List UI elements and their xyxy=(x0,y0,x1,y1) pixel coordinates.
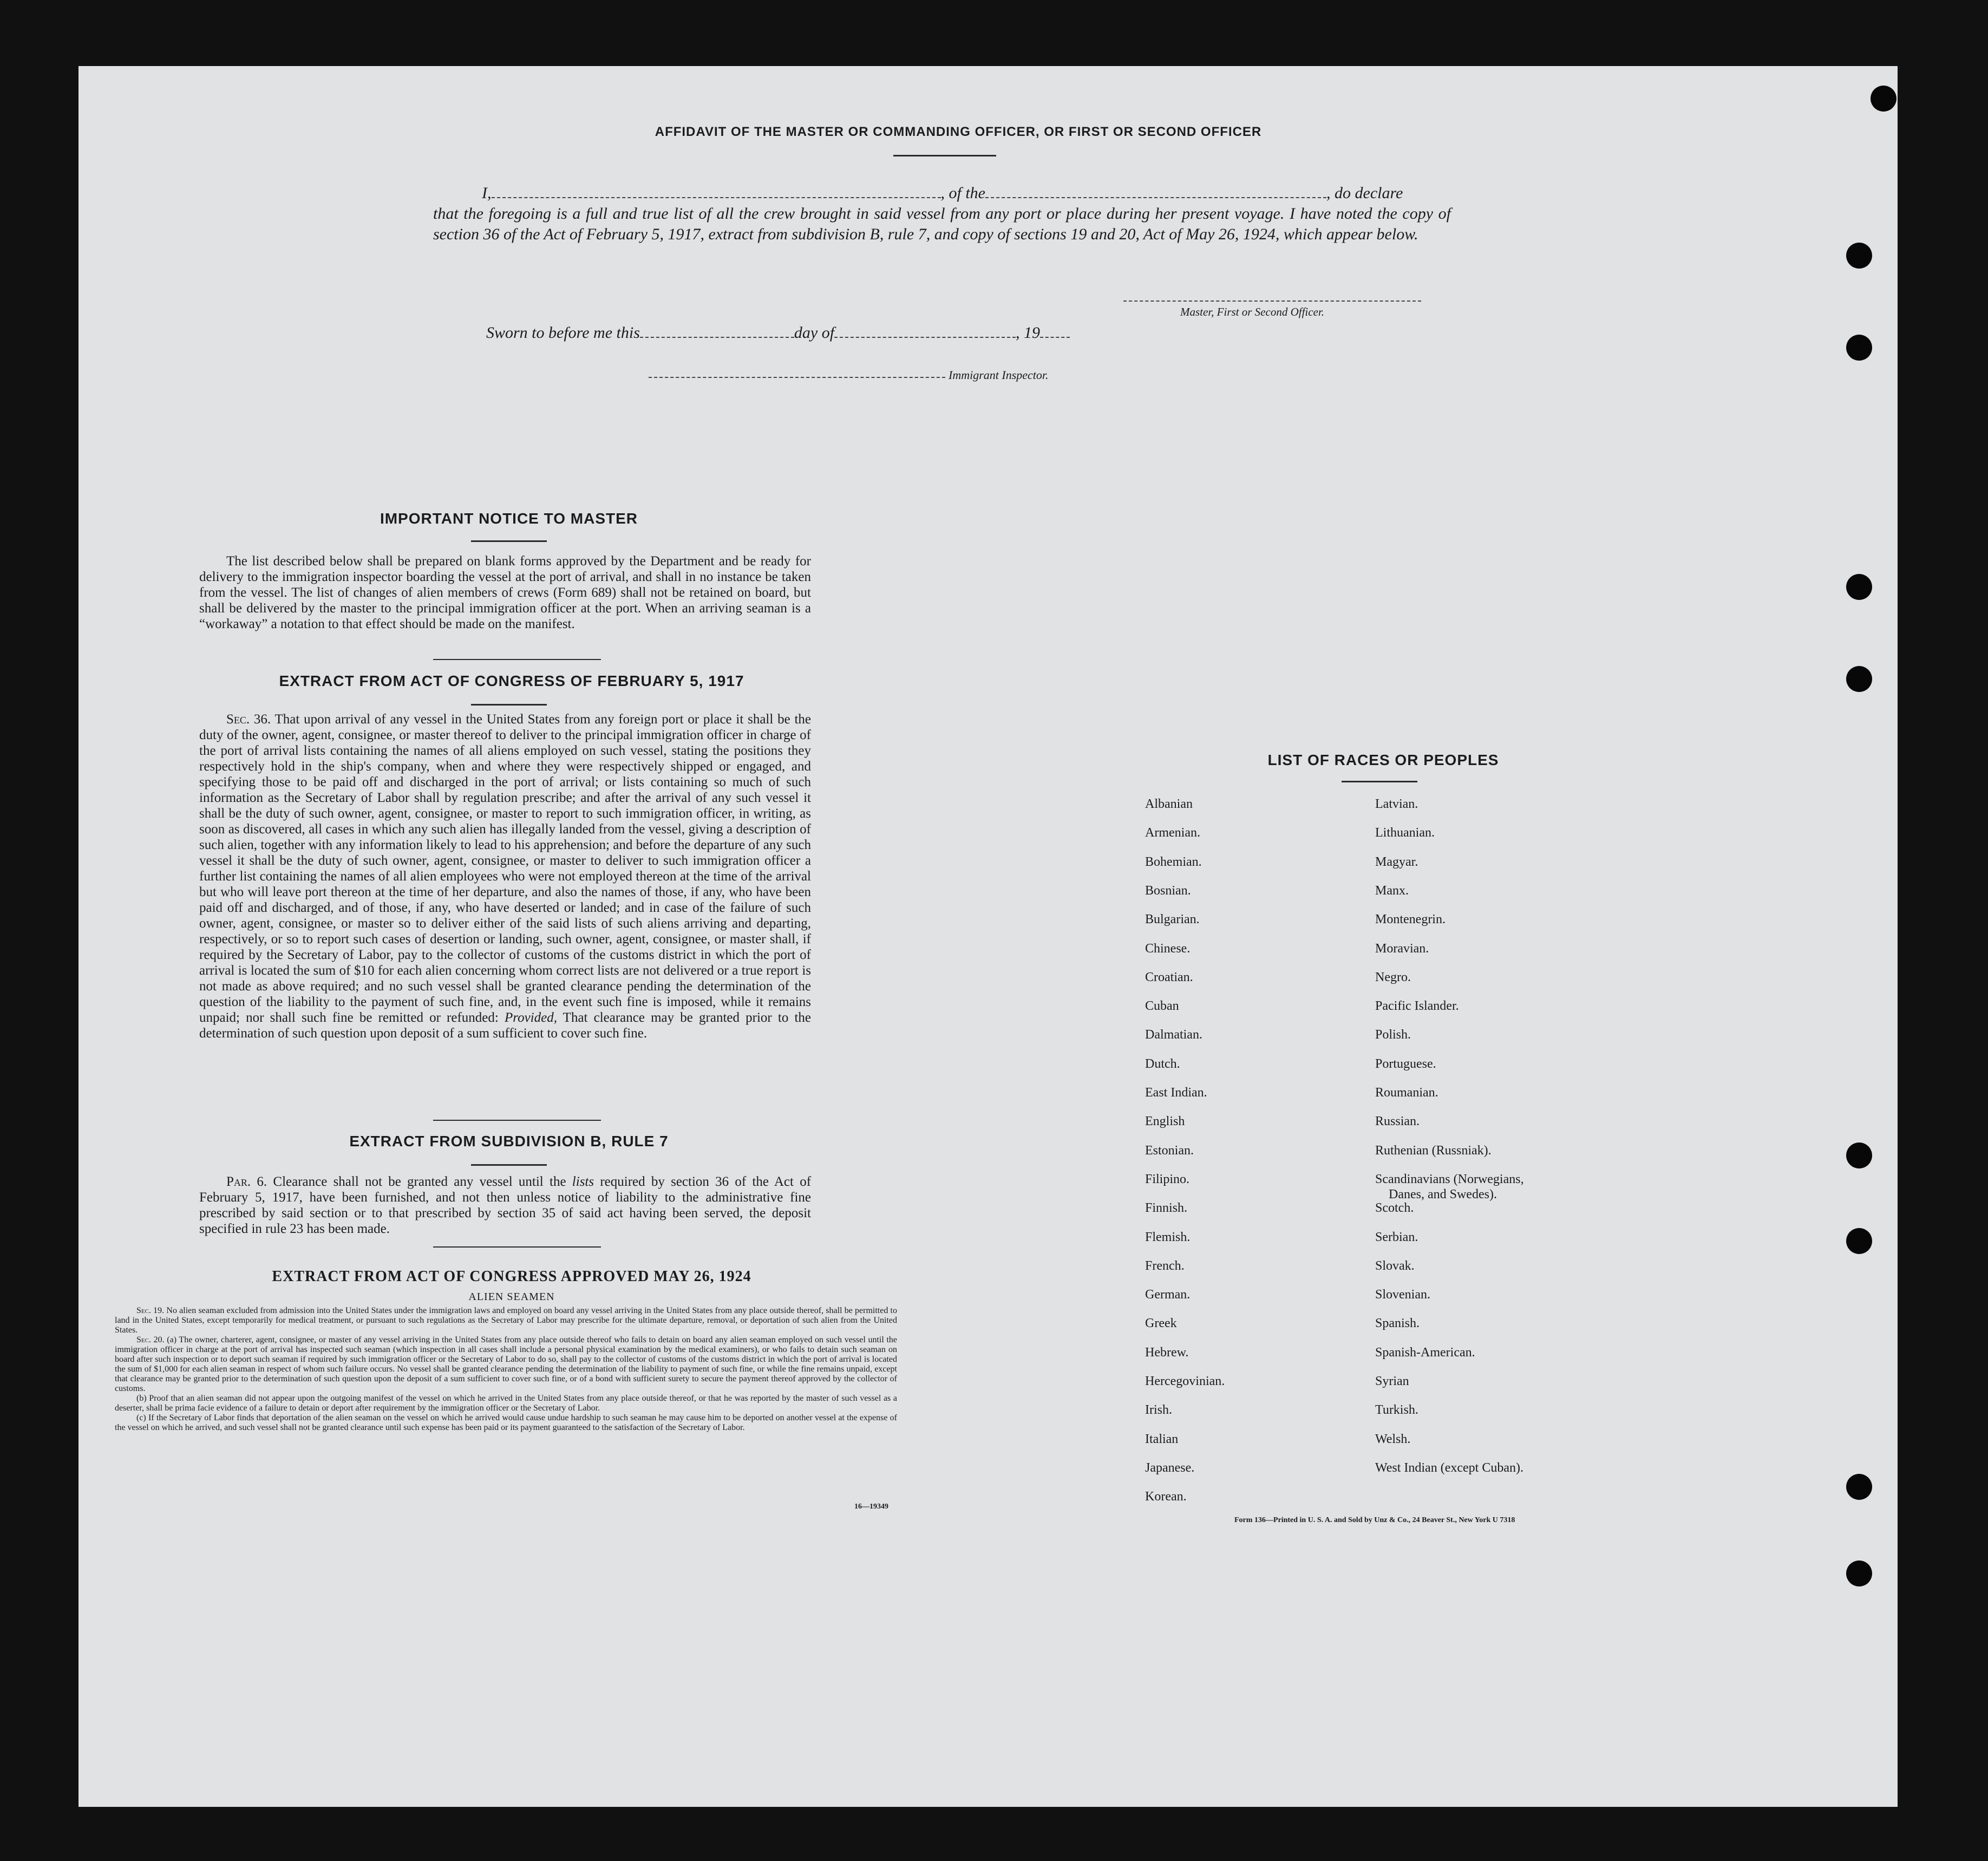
race-item: Roumanian. xyxy=(1375,1086,1438,1100)
race-item: Bosnian. xyxy=(1145,883,1191,898)
notice-text xyxy=(199,553,811,632)
sworn-day-field[interactable] xyxy=(640,325,794,338)
notice-heading: IMPORTANT NOTICE TO MASTER xyxy=(380,510,638,527)
race-item: Bohemian. xyxy=(1145,854,1202,869)
section-divider xyxy=(433,659,601,660)
race-item: French. xyxy=(1145,1258,1185,1273)
race-item: East Indian. xyxy=(1145,1086,1207,1100)
race-item: Hebrew. xyxy=(1145,1345,1189,1360)
punch-hole xyxy=(1846,1474,1872,1500)
affidavit-title: AFFIDAVIT OF THE MASTER OR COMMANDING OFFICER, OR FIRST OR SECOND OFFICER xyxy=(655,125,1262,139)
signature-line[interactable] xyxy=(1123,301,1421,302)
sec-19-text: No alien seaman excluded from admission into the United States under the immigration laws and employed on board any vessel arriving in the United States from any place outside thereof, shall be permitted to land in the United States, except temporarily for medical treatment, or pursuant to such regulations as the Secretary of Labor may prescribe for the ultimate departure, removal, or deportation of such alien from the United States. xyxy=(115,1306,898,1335)
punch-hole xyxy=(1846,666,1872,692)
race-item: Magyar. xyxy=(1375,854,1418,869)
form-code: 16—19349 xyxy=(854,1503,888,1511)
race-item: Ruthenian (Russniak). xyxy=(1375,1143,1492,1158)
punch-hole xyxy=(1871,86,1897,112)
proviso-text: That clearance may be granted prior to the determination of such question upon deposit of a sum sufficient to cover such fine. xyxy=(199,1010,811,1041)
sec-36-text: That upon arrival of any vessel in the United States from any foreign port or place it shall be the duty of the owner, agent, consignee, or master thereof to deliver to the principal immigration officer in charge of the port of arrival lists containing the names of all aliens employed on such vessel, stating the positions they respectively hold in the ship's company, when and where they were respectively shipped or engaged, and specifying those to be paid off and discharged in the port of arrival; or lists containing so much of such information as the Secretary of Labor shall by regulation prescribe; and after the arrival of any such vessel it shall be the duty of such owner, agent, consignee, or master to report to such immigration officer, in writing, as soon as discovered, all cases in which any such alien has illegally landed from the vessel, giving a description of such alien, together with any information likely to lead to his apprehension; and before the departure of any such vessel it shall be the duty of such owner, agent, consignee, or master to deliver to such immigration officer a further list containing the names of all alien employees who were not employed thereon at the time of the arrival but who will leave port thereon at the time of her departure, and also the names of those, if any, who have been paid off and discharged, and of those, if any, who have deserted or landed; and in case of the failure of such owner, agent, consignee, or master so to deliver either of the said lists of such aliens arriving and departing, respectively, or so to report such cases of desertion or landing, such owner, agent, consignee, or master shall, if required by the Secretary of Labor, pay to the collector of customs of the customs district in which the port of arrival is located the sum of $10 for each alien concerning whom correct lists are not delivered or a true report is not made as above required; and no such vessel shall be granted clearance pending the determination of the question of the liability to the payment of such fine, and, in the event such fine is imposed, while it remains unpaid; nor shall such fine be remitted or refunded: xyxy=(199,712,811,1025)
notice-underline xyxy=(471,540,547,542)
race-item: Syrian xyxy=(1375,1374,1409,1388)
race-item: Scotch. xyxy=(1375,1201,1414,1216)
race-item: Armenian. xyxy=(1145,826,1200,840)
punch-hole xyxy=(1846,335,1872,361)
rule7-text xyxy=(199,1174,811,1237)
race-item: Polish. xyxy=(1375,1028,1411,1042)
sec-19-label: Sec. 19. xyxy=(136,1306,165,1315)
sec-20c-text: (c) If the Secretary of Labor finds that deportation of the alien seaman on the vessel on which he arrived would cause undue hardship to such seaman he may cause him to be deported on another vessel at the expense of the vessel on which he arrived, and such vessel shall not be granted clearance until such expense has been paid or its payment guaranteed to the satisfaction of the Secretary of Labor. xyxy=(115,1413,897,1432)
affidavit-text xyxy=(433,183,1451,245)
extract-1917-heading: EXTRACT FROM ACT OF CONGRESS OF FEBRUARY 5, 1917 xyxy=(279,672,744,689)
race-item: Slovak. xyxy=(1375,1258,1415,1273)
race-item: West Indian (except Cuban). xyxy=(1375,1460,1523,1475)
race-item: Spanish-American. xyxy=(1375,1345,1475,1360)
race-item: Greek xyxy=(1145,1316,1177,1331)
declare-label: , do declare xyxy=(1326,184,1403,202)
punch-hole xyxy=(1846,243,1872,269)
race-item: Hercegovinian. xyxy=(1145,1374,1225,1388)
sec-20-label: Sec. 20. xyxy=(136,1335,165,1344)
form-footer: Form 136—Printed in U. S. A. and Sold by Unz & Co., 24 Beaver St., New York U 7318 xyxy=(1234,1516,1515,1524)
race-item: Estonian. xyxy=(1145,1143,1194,1158)
race-item: Negro. xyxy=(1375,970,1411,984)
race-item: Welsh. xyxy=(1375,1432,1411,1446)
rule7-underline xyxy=(471,1164,547,1166)
sec-20a-text: (a) The owner, charterer, agent, consignee, or master of any vessel arriving in the United States from any place outside thereof who fails to detain on board any alien seaman employed on such vessel until the immigration officer in charge at the port of arrival has inspected such seaman (which inspection in all cases shall include a personal physical examination by the medical examiners), or who fails to detain such seaman on board after such inspection or to deport such seaman if required by such immigration officer or the Secretary of Labor to do so, shall pay to the collector of customs of the customs district in which the port of arrival is located the sum of $1,000 for each alien seaman in respect of whom such failure occurs. No vessel shall be granted clearance pending the determination of the liability to payment of such fine, or while the fine remains unpaid, except that clearance may be granted prior to the determination of such question upon the deposit of a sum sufficient to cover such fine, or of a bond with sufficient surety to secure the payment thereof approved by the collector of customs. xyxy=(115,1335,898,1393)
extract-1924-text xyxy=(115,1306,897,1433)
race-item: Dalmatian. xyxy=(1145,1028,1202,1042)
race-item: Slovenian. xyxy=(1375,1288,1430,1302)
race-item: Portuguese. xyxy=(1375,1056,1436,1071)
punch-hole xyxy=(1846,1560,1872,1586)
extract-1917-underline xyxy=(471,704,547,706)
race-item: Scandinavians (Norwegians, xyxy=(1375,1172,1524,1186)
title-underline xyxy=(893,155,996,156)
of-the-label: , of the xyxy=(940,184,985,202)
section-divider xyxy=(433,1246,601,1248)
race-item: Dutch. xyxy=(1145,1056,1180,1071)
race-item: Bulgarian. xyxy=(1145,912,1200,927)
race-item: German. xyxy=(1145,1288,1191,1302)
race-item: Italian xyxy=(1145,1432,1179,1446)
sec-20b-text: (b) Proof that an alien seaman did not appear upon the outgoing manifest of the vessel on which he arrived in the United States from any place outside thereof, or that he was reported by the master of such vessel as a deserter, shall be prima facie evidence of a failure to detain or deport after requirement by the immigration officer or the Secretary of Labor. xyxy=(115,1394,897,1413)
section-divider xyxy=(433,1120,601,1121)
par-6-text-a: Clearance shall not be granted any vessel until the xyxy=(273,1174,566,1189)
punch-hole xyxy=(1846,1228,1872,1254)
vessel-field[interactable] xyxy=(985,185,1326,198)
affidavit-i: I, xyxy=(482,184,492,202)
sworn-month-field[interactable] xyxy=(834,325,1016,338)
signature-label: Master, First or Second Officer. xyxy=(1180,305,1324,318)
inspector-signature-line[interactable] xyxy=(649,377,945,378)
alien-seamen-subheading: ALIEN SEAMEN xyxy=(468,1291,555,1303)
races-underline xyxy=(1342,781,1417,782)
race-item: Russian. xyxy=(1375,1114,1420,1129)
race-item: Serbian. xyxy=(1375,1230,1418,1244)
affidavit-body: that the foregoing is a full and true list of all the crew brought in said vessel from any port or place during her present voyage. I have noted the copy of section 36 of the Act of February 5, 1917, extract from subdivision B, rule 7, and copy of sections 19 and 20, Act of May 26, 1924, which appear below. xyxy=(433,205,1451,243)
inspector-label: Immigrant Inspector. xyxy=(949,368,1049,382)
sworn-label: Sworn to before me this xyxy=(486,324,640,342)
day-of-label: day of xyxy=(794,324,835,342)
proviso-label: Provided, xyxy=(505,1010,557,1025)
sworn-line xyxy=(486,324,1070,342)
race-item: Chinese. xyxy=(1145,941,1191,956)
sec-36-label: Sec. 36. xyxy=(226,712,271,727)
race-item: Filipino. xyxy=(1145,1172,1190,1186)
rule7-heading: EXTRACT FROM SUBDIVISION B, RULE 7 xyxy=(349,1133,669,1150)
race-item: Moravian. xyxy=(1375,941,1429,956)
race-item: Flemish. xyxy=(1145,1230,1191,1244)
race-item: Finnish. xyxy=(1145,1201,1188,1216)
punch-hole xyxy=(1846,574,1872,600)
race-item: Irish. xyxy=(1145,1403,1172,1418)
race-item: Cuban xyxy=(1145,999,1179,1014)
lists-word: lists xyxy=(572,1174,594,1189)
race-item: Turkish. xyxy=(1375,1403,1418,1418)
name-field[interactable] xyxy=(492,185,941,198)
race-item: Korean. xyxy=(1145,1490,1187,1504)
races-heading: LIST OF RACES OR PEOPLES xyxy=(1267,752,1499,768)
race-item: Croatian. xyxy=(1145,970,1193,984)
extract-1917-text xyxy=(199,711,811,1041)
race-item: English xyxy=(1145,1114,1185,1129)
notice-paragraph: The list described below shall be prepared on blank forms approved by the Department and be ready for delivery to the immigration inspector boarding the vessel at the port of arrival, and shall in no instance be taken from the vessel. The list of changes of alien members of crews (Form 689) shall not be retained on board, but shall be delivered by the master to the principal immigration officer at the port. When an arriving seaman is a “workaway” a notation to that effect should be made on the manifest. xyxy=(199,554,811,631)
race-item: Latvian. xyxy=(1375,797,1418,811)
race-item: Manx. xyxy=(1375,883,1409,898)
race-item: Lithuanian. xyxy=(1375,826,1435,840)
race-item: Japanese. xyxy=(1145,1460,1195,1475)
race-item: Albanian xyxy=(1145,797,1193,811)
par-6-label: Par. 6. xyxy=(226,1174,267,1189)
race-item: Pacific Islander. xyxy=(1375,999,1459,1014)
race-item: Spanish. xyxy=(1375,1316,1420,1331)
year-label: , 19 xyxy=(1016,324,1041,342)
par-6-text-b: required by section 36 of the Act of February 5, 1917, have been furnished, and not then unless notice of liability to the administrative fine prescribed by said section or to that prescribed by section 35 of said act having been served, the deposit specified in rule 23 has been made. xyxy=(199,1174,812,1236)
punch-hole xyxy=(1846,1142,1872,1168)
race-item: Danes, and Swedes). xyxy=(1389,1187,1497,1202)
race-item: Montenegrin. xyxy=(1375,912,1446,927)
extract-1924-heading: EXTRACT FROM ACT OF CONGRESS APPROVED MAY 26, 1924 xyxy=(272,1268,751,1285)
sworn-year-field[interactable] xyxy=(1040,325,1070,338)
